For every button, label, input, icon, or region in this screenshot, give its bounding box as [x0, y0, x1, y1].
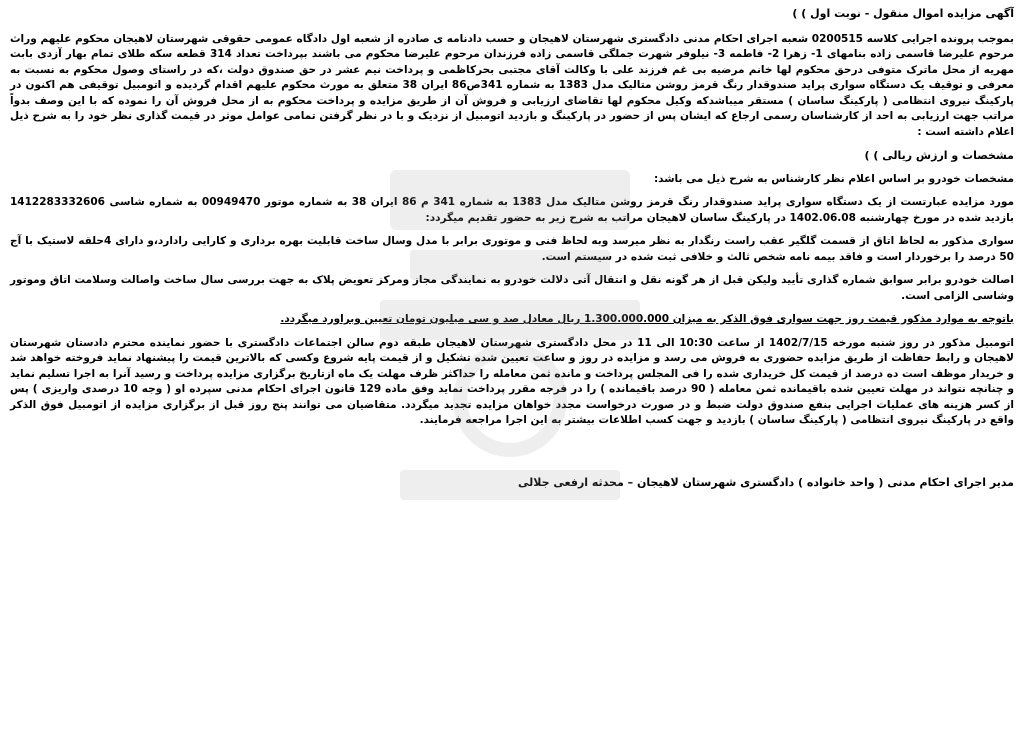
- notice-signature: مدیر اجرای احکام مدنی ( واحد خانواده ) دادگستری شهرستان لاهیجان – محدثه ارفعی جلالی: [518, 475, 1014, 489]
- notice-paragraph-valuation: باتوجه به موارد مذکور قیمت روز جهت سواری فوق الذکر به میزان 1.300.000.000 ریال معادل صد و سی میلیون تومان تعیین وبراورد میگردد.: [280, 313, 1014, 325]
- notice-paragraph-expert-intro: مشخصات خودرو بر اساس اعلام نظر کارشناس به شرح ذیل می باشد:: [653, 172, 1014, 185]
- notice-paragraph-auction-terms: اتومبیل مذکور در روز شنبه مورخه 1402/7/15 از ساعت 10:30 الی 11 در محل دادگستری شهرستان لاهیجان طبقه دوم سالن اجتماعات دادگستری با حضور نماینده محترم دادستان شهرستان لاهیجان و رابط حفاظت از طریق مزایده حضوری به فروش می رسد و مزایده در روز و ساعت تعیین شده تشکیل و از قیمت پایه شروع وکسی که بالاترین قیمت را پیشنهاد نماید فروخته خواهد شد و خریدار موظف است ده درصد از قیمت کل خریداری شده را فی المجلس پرداخت و مانده ثمن معامله را حداکثر ظرف مهلت یک ماه ازتاریخ برگزاری مزایده پرداخت و رسید آنرا به اجرا تسلیم نماید و چنانچه نتواند در مهلت تعیین شده باقیمانده ثمن معامله ( 90 درصد باقیمانده ) را در فرجه مقرر پرداخت نماید وفق ماده 129 قانون اجرای احکام مدنی سپرده او ( وجه 10 درصدی واریزی ) پس از کسر هزینه های عملیات اجرایی بنفع صندوق دولت ضبط و در صورت درخواست مجدد خواهان مزایده تجدید میگردد. متقاضیان می توانند پنج روز قبل از برگزاری مزایده از اتومبیل فوق الذکر واقع در پارکینگ نیروی انتظامی ( پارکینگ ساسان ) بازدید و جهت کسب اطلاعات بیشتر به این اجرا مراجعه فرمایند.: [10, 336, 1014, 426]
- notice-document: [10, 6, 1014, 490]
- notice-paragraph-case: بموجب پرونده اجرایی کلاسه 0200515 شعبه اجرای احکام مدنی دادگستری شهرستان لاهیجان و حسب دادنامه ی صادره از شعبه اول دادگاه عمومی حقوقی شهرستان لاهیجان محکوم علیهم وراث مرحوم علیرضا قاسمی زاده بنامهای 1- زهرا 2- فاطمه 3- نیلوفر شهرت جملگی قاسمی زاده فرزندان مرحوم علیرضا محکوم می باشند بپرداخت تعداد 314 قطعه سکه طلای تمام بهار آزدی بابت مهریه از محل ماترک متوفی درحق محکوم لها خانم مرضیه بی غم فرزند علی با وکالت آقای مجتبی بحرکاظمی و پرداخت نیم عشر در حق صندوق دولت ،که در راستای وصول محکوم به نسبت به معرفی و توقیف یک دستگاه سواری پراید صندوقدار رنگ قرمز روشن متالیک مدل 1383 به شماره 341ص86 ایران 38 متعلق به مورث محکوم علیهم اقدام گردیده و اتومبیل توقیفی هم اکنون در پارکینگ نیروی انتظامی ( پارکینگ ساسان ) مستقر میباشدکه وکیل محکوم لها تقاضای ارزیابی و فروش آن از طریق مزایده و پرداخت محکوم به از محل فروش آن را نموده که با این وصف بدواً مراتب جهت ارزیابی به احد از کارشناسان رسمی ارجاع که ایشان پس از حضور در پارکینگ و بازدید اتومبیل از نزدیک و با در نظر گرفتن تمامی عوامل موثر در قیمت گذاری نظر خود را به شرح ذیل اعلام داشته است :: [10, 32, 1015, 138]
- notice-subheading: مشخصات و ارزش ریالی ) ): [864, 149, 1014, 162]
- notice-paragraph-vehicle-condition: سواری مذکور به لحاظ اتاق از قسمت گلگیر عقب راست رنگدار به نظر میرسد وبه لحاظ فنی و موتوری برابر با مدل وسال ساخت قابلیت بهره برداری و کارایی رادارد،و دارای 4حلقه لاستیک با آج 50 درصد را برخوردار است و فاقد بیمه نامه شخص ثالث و خلافی ثبت شده در سیستم است.: [10, 235, 1014, 263]
- notice-paragraph-authenticity: اصالت خودرو برابر سوابق شماره گذاری تأیید ولیکن قبل از هر گونه نقل و انتقال آتی دلالت خودرو به نمایندگی مجاز ومرکز تعویض پلاک به جهت بررسی سال ساخت واصالت وسلامت اتاق وموتور وشاسی الزامی است.: [10, 274, 1014, 302]
- notice-paragraph-vehicle-description: مورد مزایده عبارتست از یک دستگاه سواری پراید صندوقدار رنگ قرمز روشن متالیک مدل 1383 به شماره 341 م 86 ایران 38 به شماره موتور 00949470 به شماره شاسی 1412283332606 بازدید شده در مورخ چهارشنبه 1402.06.08 در پارکینگ ساسان لاهیجان مراتب به شرح زیر به حضور تقدیم میگردد:: [10, 196, 1014, 224]
- notice-title: آگهی مزایده اموال منقول - نوبت اول ) ): [792, 7, 1014, 20]
